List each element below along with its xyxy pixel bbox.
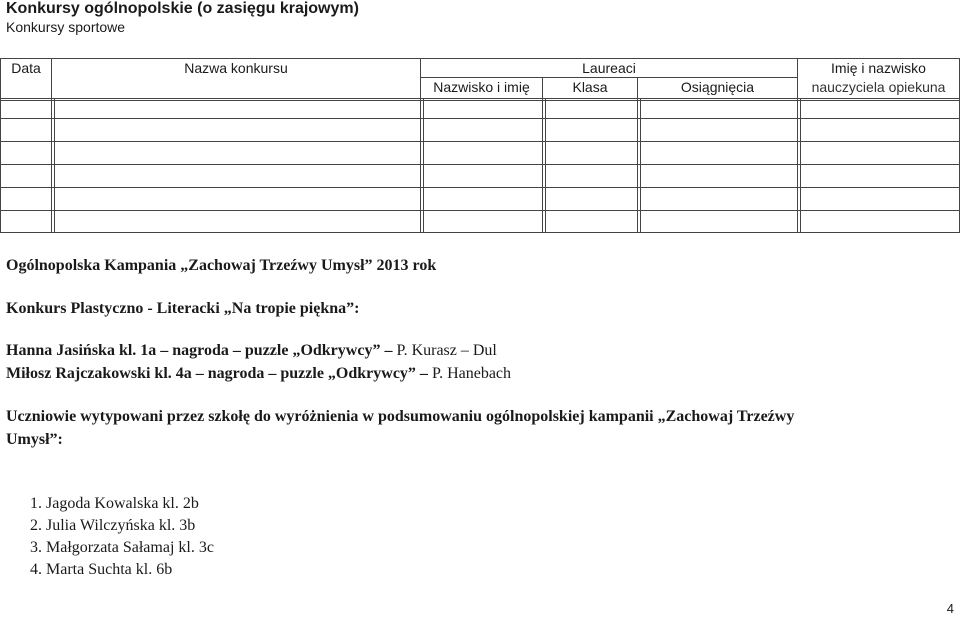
header-laureaci: Laureaci — [582, 60, 636, 76]
header-nazwisko-imie: Nazwisko i imię — [433, 79, 530, 95]
campaign-title: Ogólnopolska Kampania „Zachowaj Trzeźwy Umysł” 2013 rok — [6, 257, 437, 274]
winner-row — [6, 365, 511, 383]
header-opiekun-line1: Imię i nazwisko — [831, 60, 926, 76]
distinction-line1: Uczniowie wytypowani przez szkołę do wyróżnienia w podsumowaniu ogólnopolskiej kampanii „Zachowaj Trzeźwy — [6, 408, 795, 425]
header-klasa: Klasa — [572, 79, 608, 95]
winner-text: Hanna Jasińska kl. 1a – nagroda – puzzle „Odkrywcy” – — [6, 342, 393, 359]
contest-title: Konkurs Plastyczno - Literacki „Na tropie piękna”: — [6, 300, 360, 317]
list-item: 3. Małgorzata Sałamaj kl. 3c — [30, 539, 214, 556]
header-nazwa-konkursu: Nazwa konkursu — [184, 60, 288, 76]
section-title: Konkursy ogólnopolskie (o zasięgu krajowym) — [6, 0, 359, 17]
list-item: 4. Marta Suchta kl. 6b — [30, 561, 173, 578]
page-number: 4 — [946, 601, 954, 616]
contest-table — [0, 58, 960, 233]
winner-row — [6, 342, 497, 360]
winner-teacher: P. Kurasz – Dul — [396, 342, 497, 359]
header-data: Data — [11, 60, 41, 76]
header-opiekun-line2: nauczyciela opiekuna — [811, 79, 946, 95]
distinction-line2: Umysł”: — [6, 431, 63, 448]
list-item: 1. Jagoda Kowalska kl. 2b — [30, 495, 199, 512]
winner-teacher: P. Hanebach — [431, 365, 512, 382]
list-item: 2. Julia Wilczyńska kl. 3b — [30, 517, 196, 534]
section-subtitle: Konkursy sportowe — [6, 19, 126, 35]
winner-text: Miłosz Rajczakowski kl. 4a – nagroda – puzzle „Odkrywcy” – — [6, 365, 428, 382]
header-osiagniecia: Osiągnięcia — [680, 79, 755, 95]
